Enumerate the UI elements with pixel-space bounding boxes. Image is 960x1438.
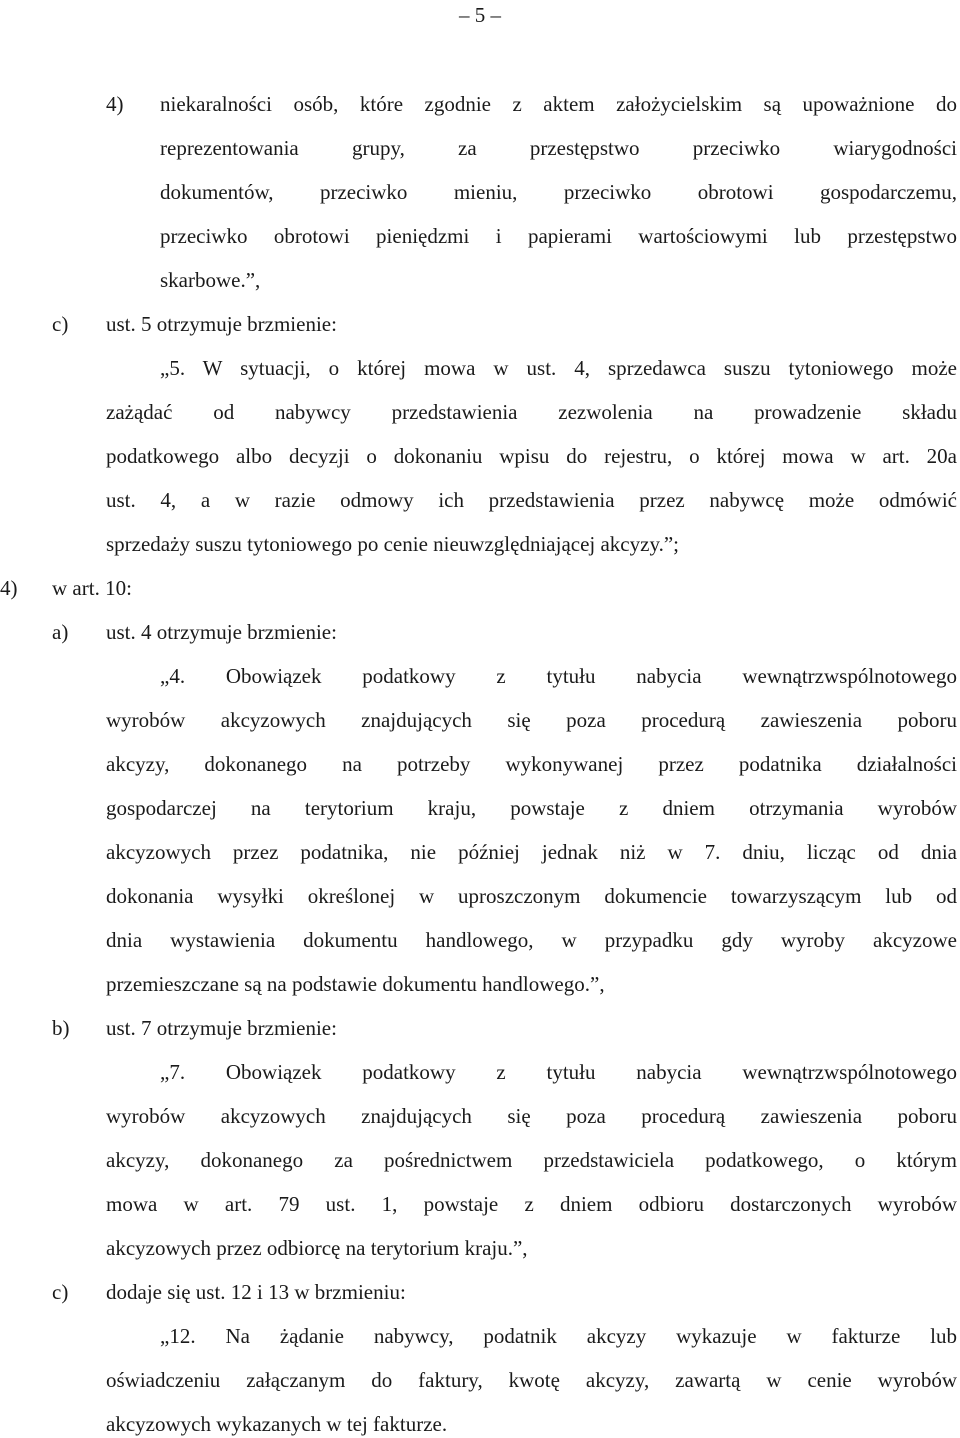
item-a-line-3: akcyzy, dokonanego na potrzeby wykonywanej przez podatnika działalności [106, 752, 957, 776]
item-b-line-1: „7. Obowiązek podatkowy z tytułu nabycia wewnątrzwspólnotowego [160, 1060, 957, 1084]
item-a-heading: ust. 4 otrzymuje brzmienie: [106, 620, 337, 644]
item-4-line-4: przeciwko obrotowi pieniędzmi i papierami wartościowymi lub przestępstwo [160, 224, 957, 248]
item-c1-line-3: podatkowego albo decyzji o dokonaniu wpisu do rejestru, o której mowa w art. 20a [106, 444, 957, 468]
item-c1-line-1: „5. W sytuacji, o której mowa w ust. 4, sprzedawca suszu tytoniowego może [160, 356, 957, 380]
item-b-line-3: akcyzy, dokonanego za pośrednictwem przedstawiciela podatkowego, o którym [106, 1148, 957, 1172]
item-c1-line-5: sprzedaży suszu tytoniowego po cenie nieuwzględniającej akcyzy.”; [106, 532, 679, 556]
item-c1-heading: ust. 5 otrzymuje brzmienie: [106, 312, 337, 336]
item-a-line-4: gospodarczej na terytorium kraju, powstaje z dniem otrzymania wyrobów [106, 796, 957, 820]
item-b-line-4: mowa w art. 79 ust. 1, powstaje z dniem odbioru dostarczonych wyrobów [106, 1192, 957, 1216]
item-4-line-3: dokumentów, przeciwko mieniu, przeciwko obrotowi gospodarczemu, [160, 180, 957, 204]
item-b-line-5: akcyzowych przez odbiorcę na terytorium kraju.”, [106, 1236, 528, 1260]
item-4-line-5: skarbowe.”, [160, 268, 261, 292]
item-c1-line-2: zażądać od nabywcy przedstawienia zezwolenia na prowadzenie składu [106, 400, 957, 424]
item-b-marker: b) [52, 1016, 70, 1040]
item-a-line-8: przemieszczane są na podstawie dokumentu handlowego.”, [106, 972, 605, 996]
item-a-marker: a) [52, 620, 69, 644]
item-a-line-2: wyrobów akcyzowych znajdujących się poza procedurą zawieszenia poboru [106, 708, 957, 732]
item-a-line-6: dokonania wysyłki określonej w uproszczonym dokumencie towarzyszącym lub od [106, 884, 957, 908]
item-c2-line-3: akcyzowych wykazanych w tej fakturze. [106, 1412, 448, 1436]
item-b-line-2: wyrobów akcyzowych znajdujących się poza procedurą zawieszenia poboru [106, 1104, 957, 1128]
item-c1-marker: c) [52, 312, 69, 336]
item-c2-heading: dodaje się ust. 12 i 13 w brzmieniu: [106, 1280, 406, 1304]
item-a-line-7: dnia wystawienia dokumentu handlowego, w przypadku gdy wyroby akcyzowe [106, 928, 957, 952]
item-4-marker: 4) [106, 92, 124, 116]
item-art10-heading: w art. 10: [52, 576, 132, 600]
item-4-line-1: niekaralności osób, które zgodnie z aktem założycielskim są upoważnione do [160, 92, 957, 116]
item-b-heading: ust. 7 otrzymuje brzmienie: [106, 1016, 337, 1040]
item-c2-marker: c) [52, 1280, 69, 1304]
item-c2-line-1: „12. Na żądanie nabywcy, podatnik akcyzy wykazuje w fakturze lub [160, 1324, 957, 1348]
item-art10-marker: 4) [0, 576, 18, 600]
item-c2-line-2: oświadczeniu załączanym do faktury, kwotę akcyzy, zawartą w cenie wyrobów [106, 1368, 957, 1392]
item-4-line-2: reprezentowania grupy, za przestępstwo przeciwko wiarygodności [160, 136, 957, 160]
item-a-line-1: „4. Obowiązek podatkowy z tytułu nabycia wewnątrzwspólnotowego [160, 664, 957, 688]
page-number: – 5 – [459, 3, 501, 27]
item-a-line-5: akcyzowych przez podatnika, nie później jednak niż w 7. dniu, licząc od dnia [106, 840, 957, 864]
item-c1-line-4: ust. 4, a w razie odmowy ich przedstawienia przez nabywcę może odmówić [106, 488, 957, 512]
